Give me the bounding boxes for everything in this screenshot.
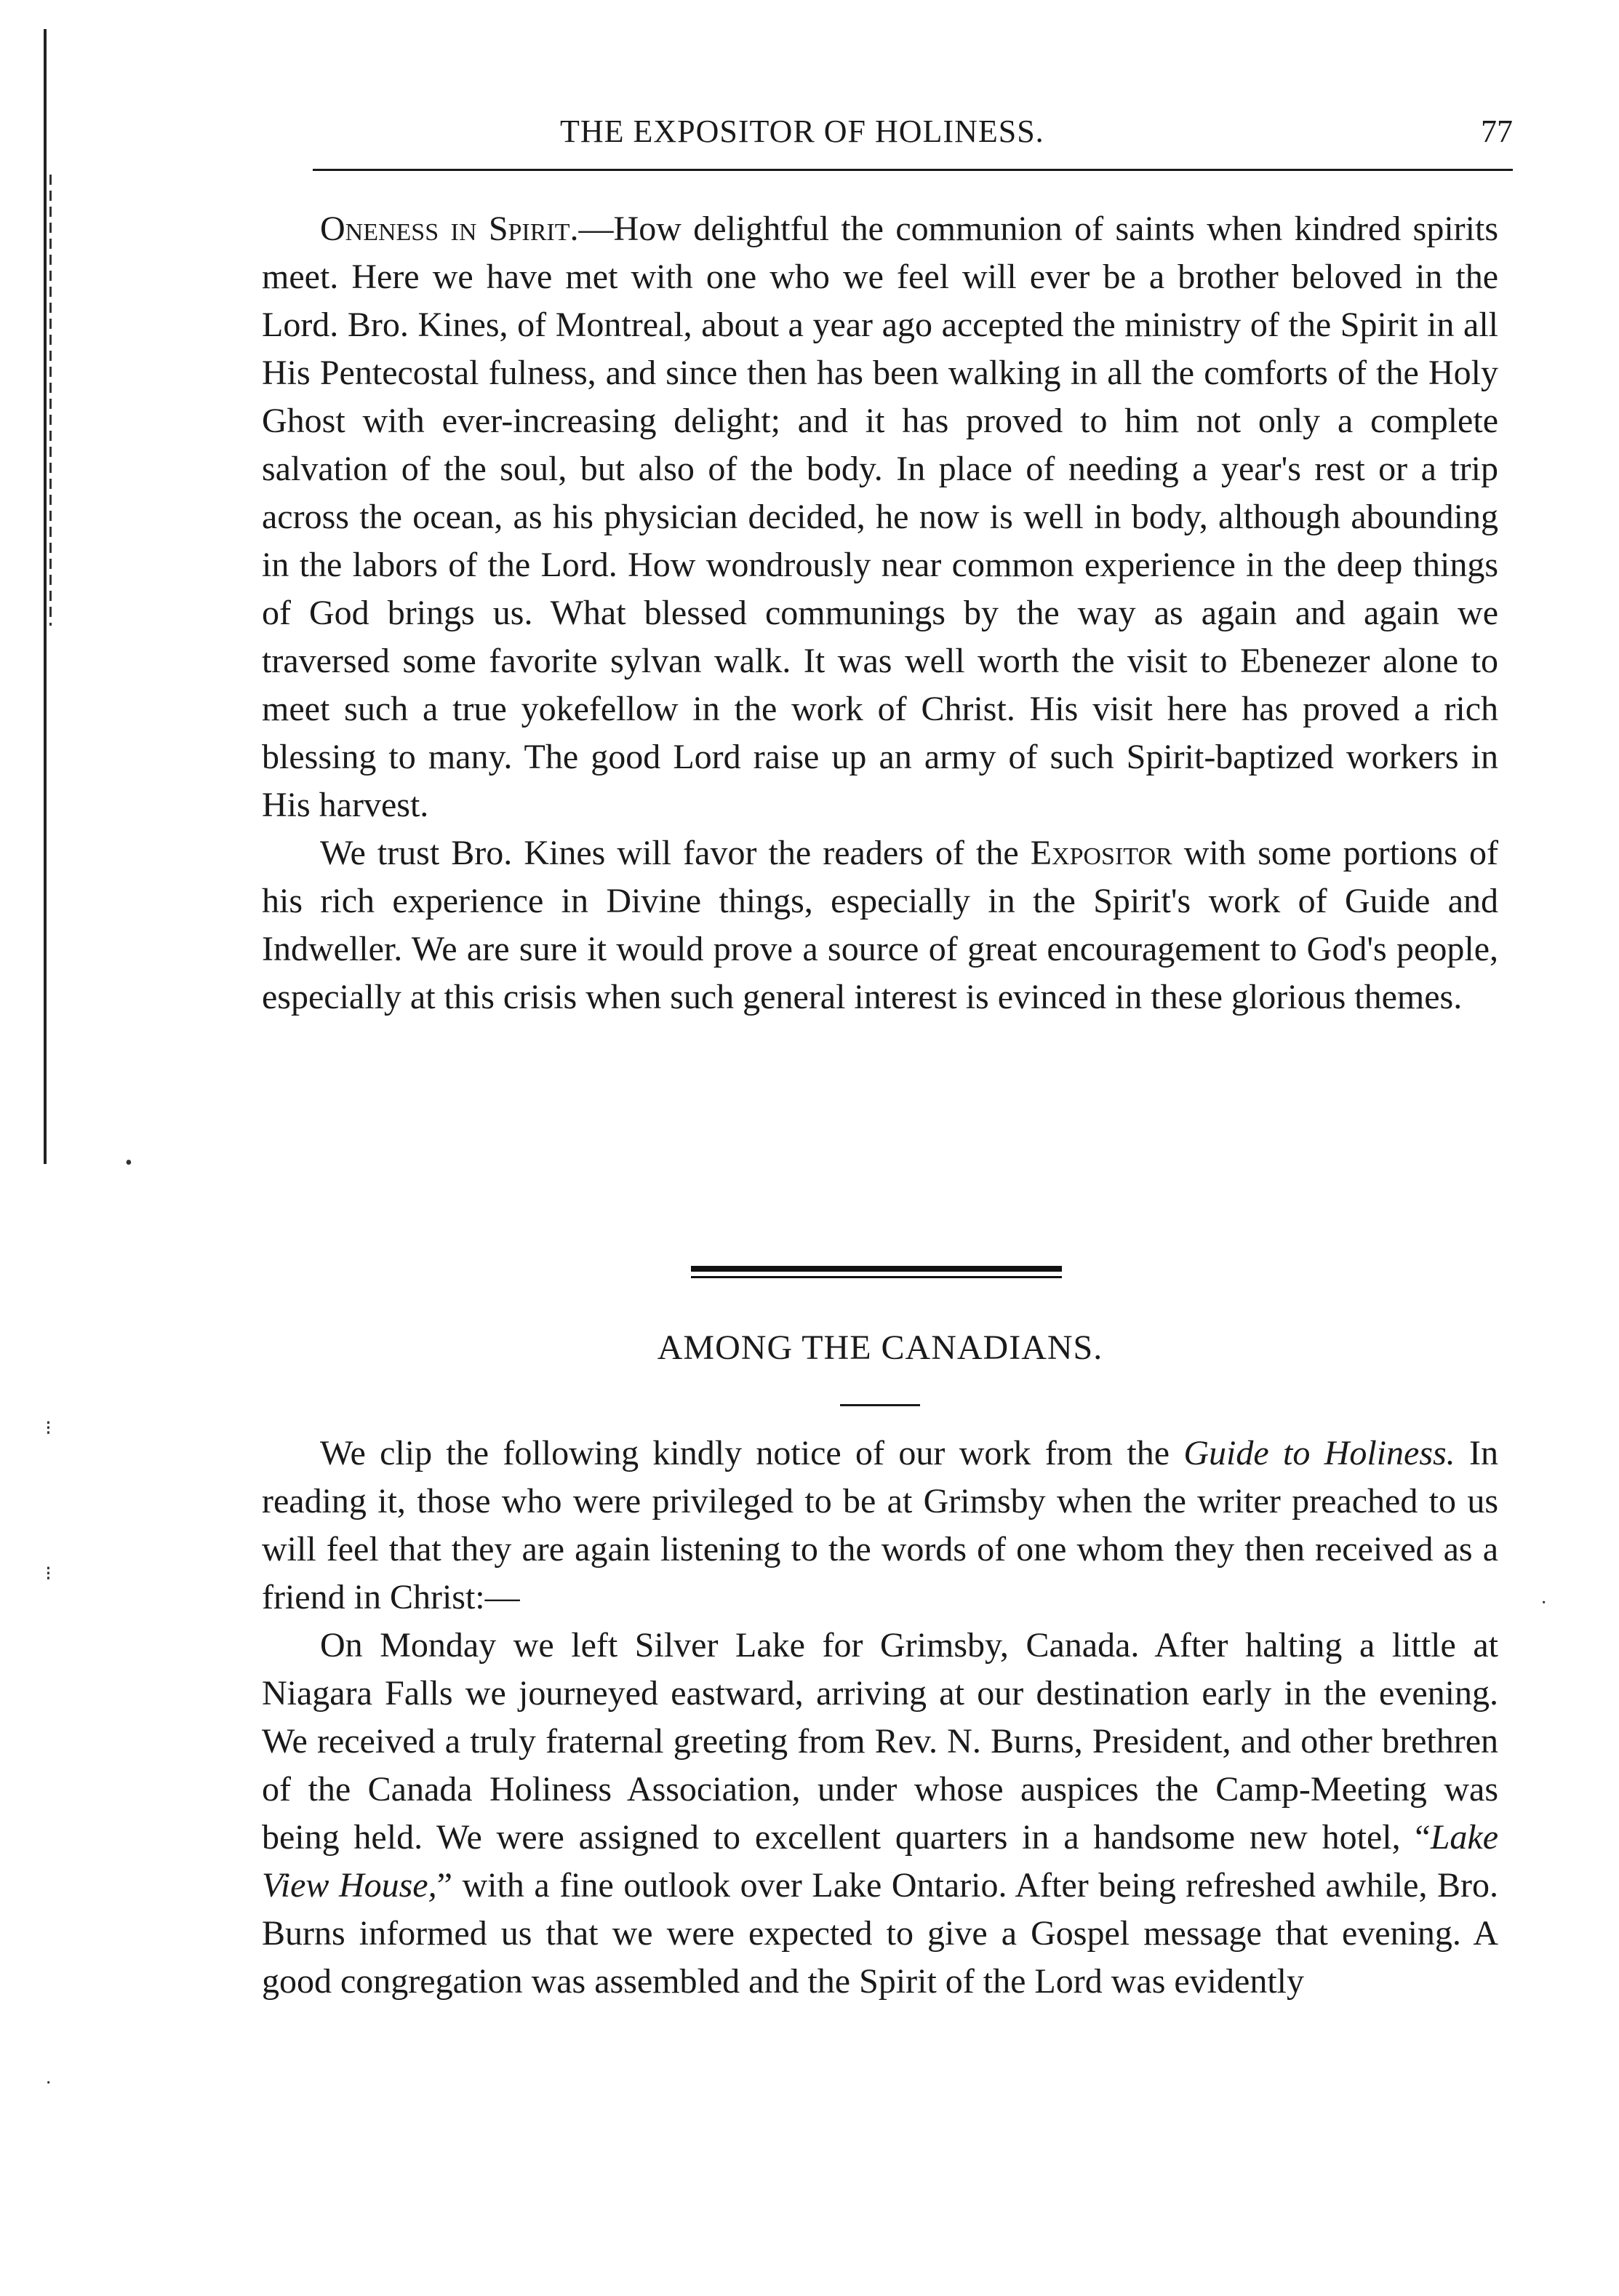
paragraph-text: We trust Bro. Kines will favor the readers of the [320, 834, 1031, 872]
expositor-name: Expositor [1030, 834, 1172, 872]
article-oneness-in-spirit [262, 205, 1498, 1021]
scan-speck: ⁝ [45, 1563, 52, 1585]
paragraph-text: On Monday we left Silver Lake for Grimsby, Canada. After halting a little at Niagara Falls we journeyed eastward, arriving at our destination early in the evening. We received a truly fraternal greeting from Rev. N. Burns, President, and other brethren of the Canada Holiness Association, under whose auspices the Camp-Meeting was being held. We were assigned to excellent quarters in a handsome new hotel, “ [262, 1626, 1498, 1857]
paragraph [262, 1430, 1498, 1622]
paragraph [262, 1622, 1498, 2006]
guide-title: Guide to Holiness. [1183, 1434, 1455, 1472]
scan-speck: • [125, 1152, 132, 1174]
paragraph [262, 205, 1498, 829]
header-rule [313, 169, 1513, 171]
paragraph-text: In reading it, those who were privileged to be at Grimsby when the writer preached to us will feel that they are again listening to the words of one whom they then received as a friend in Christ:— [262, 1434, 1498, 1617]
paragraph-text: with some portions of his rich experience in Divine things, especially in the Spirit's work of Guide and Indweller. We are sure it would prove a source of great encouragement to God's people, especially at this crisis when such general interest is evinced in these glorious themes. [262, 834, 1499, 1016]
section-title: AMONG THE CANADIANS. [657, 1328, 1103, 1367]
scan-speck: ⁝ [45, 1417, 52, 1440]
running-header [313, 113, 1513, 156]
article-among-the-canadians [262, 1430, 1498, 2006]
paragraph [262, 829, 1498, 1021]
section-divider [691, 1266, 1062, 1280]
scan-speck: · [1540, 1592, 1548, 1614]
running-title: THE EXPOSITOR OF HOLINESS. [560, 113, 1044, 149]
divider-thin-rule [691, 1276, 1062, 1278]
title-rule [840, 1404, 920, 1406]
binding-edge [44, 29, 54, 1164]
lead-in: Oneness in Spirit. [320, 210, 579, 248]
page-number: 77 [1481, 113, 1513, 149]
divider-thick-rule [691, 1266, 1062, 1272]
hotel-name: Lake View House, [262, 1818, 1498, 1905]
paragraph-text: We clip the following kindly notice of our work from the [320, 1434, 1184, 1472]
paragraph-text: ” with a fine outlook over Lake Ontario. After being refreshed awhile, Bro. Burns informed us that we were expected to give a Gospel message that evening. A good congregation was assembled and the Spirit of the Lord was evidently [262, 1866, 1499, 2001]
paragraph-text: —How delightful the communion of saints when kindred spirits meet. Here we have met with one who we feel will ever be a brother beloved in the Lord. Bro. Kines, of Montreal, about a year ago accepted the ministry of the Spirit in all His Pentecostal fulness, and since then has been walking in all the comforts of the Holy Ghost with ever-increasing delight; and it has proved to him not only a complete salvation of the soul, but also of the body. In place of needing a year's rest or a trip across the ocean, as his physician decided, he now is well in body, although abounding in the labors of the Lord. How wondrously near common experience in the deep things of God brings us. What blessed communings by the way as again and again we traversed some favorite sylvan walk. It was well worth the visit to Ebenezer alone to meet such a true yokefellow in the work of Christ. His visit here has proved a rich blessing to many. The good Lord raise up an army of such Spirit-baptized workers in His harvest. [262, 210, 1498, 824]
scan-speck: · [45, 2072, 52, 2094]
